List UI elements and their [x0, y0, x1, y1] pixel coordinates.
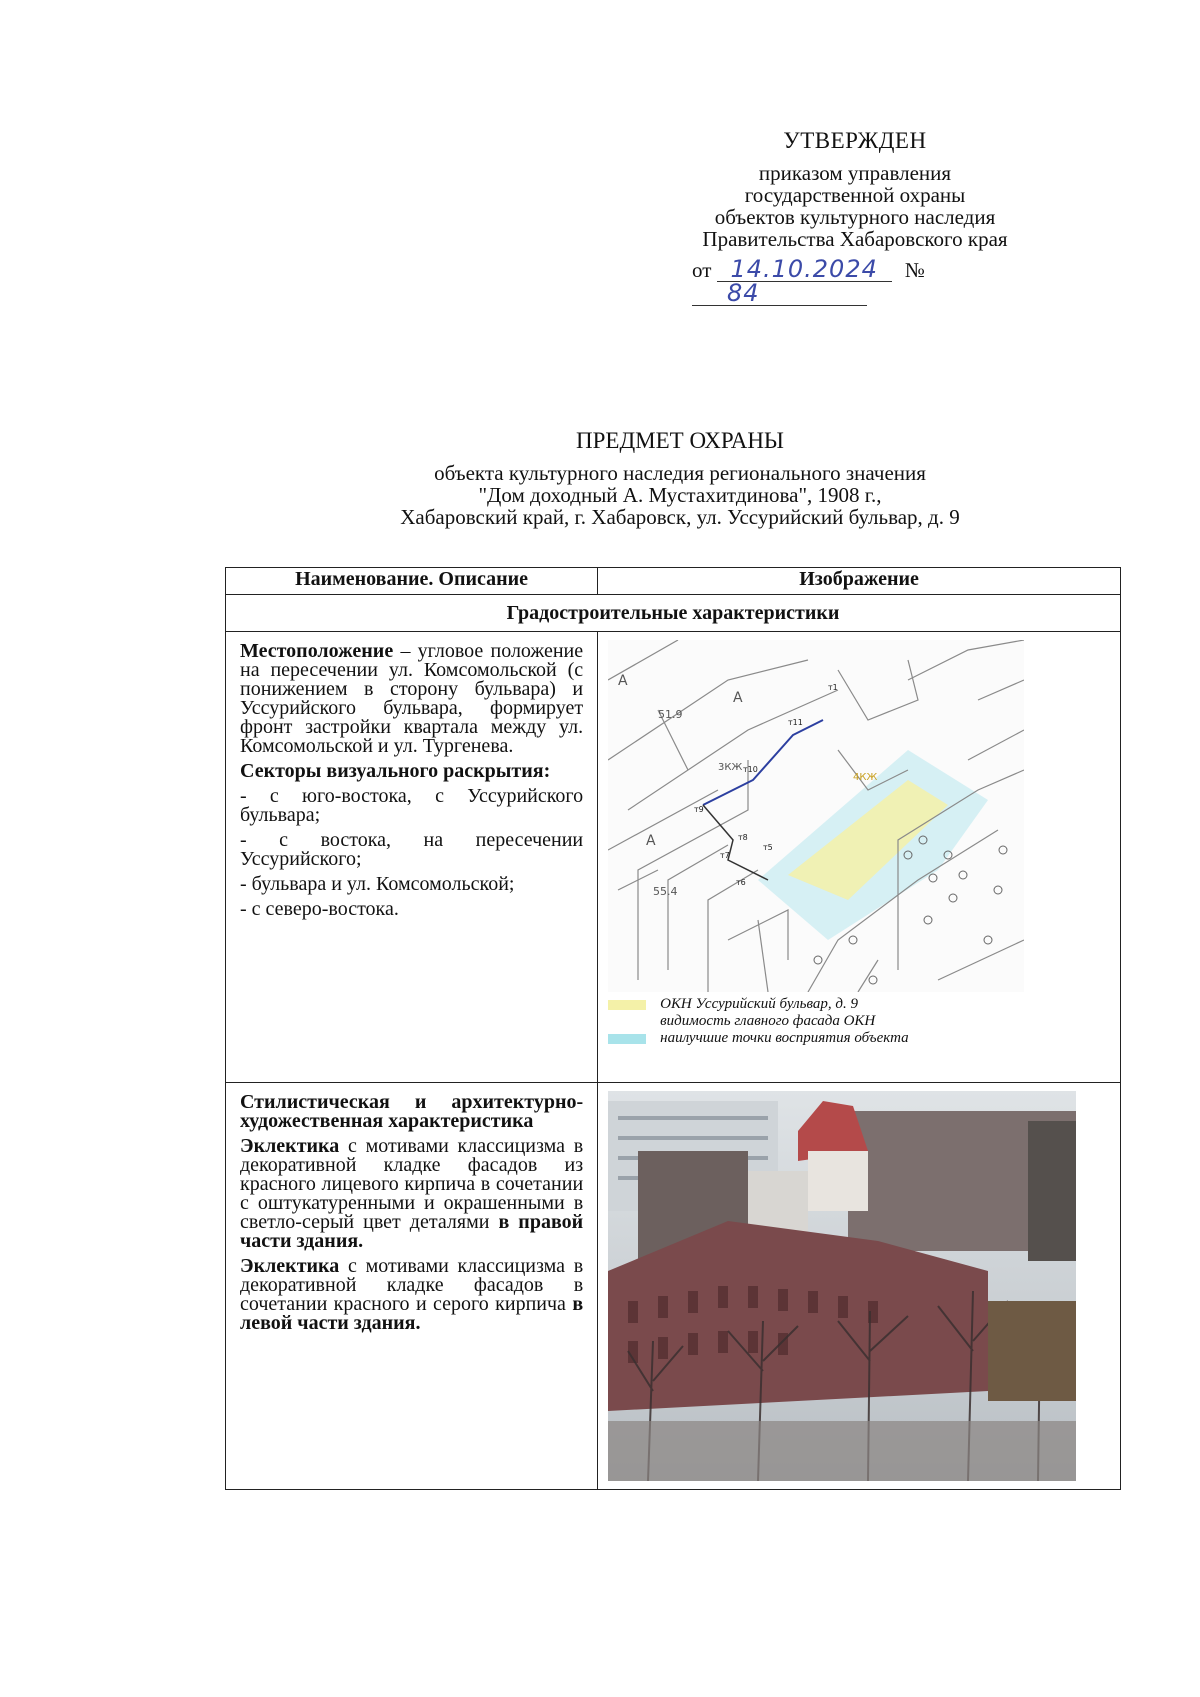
- map-building-label: 3КЖ: [718, 762, 743, 773]
- approval-heading: УТВЕРЖДЕН: [783, 128, 927, 153]
- map-point-label: т7: [720, 851, 730, 860]
- table-row: [226, 632, 1121, 1083]
- style-heading-text: Стилистическая и архитектурно-художественная характеристика: [240, 1091, 584, 1132]
- approval-line: Правительства Хабаровского края: [702, 227, 1008, 251]
- date-prefix: от: [692, 258, 712, 282]
- style-term: Эклектика: [240, 1135, 340, 1157]
- map-point-label: т9: [694, 805, 704, 814]
- building-photo: [608, 1091, 1076, 1481]
- sector-item: - с северо-востока.: [240, 898, 399, 920]
- map-building-label: 4КЖ: [853, 772, 878, 783]
- column-header: Изображение: [598, 568, 1121, 595]
- map-point-label: т10: [743, 765, 758, 774]
- document-title-block: [280, 430, 1080, 528]
- approval-block: [640, 130, 1070, 306]
- situation-map: [608, 640, 1024, 1060]
- location-label: Местоположение: [240, 640, 394, 662]
- sectors-label: [240, 762, 583, 781]
- legend-item: [608, 1013, 1024, 1030]
- approval-date-row: [640, 255, 1070, 307]
- style-paragraph: [240, 1137, 583, 1251]
- table-header-row: [226, 568, 1121, 595]
- table-row: [226, 1083, 1121, 1490]
- map-zone-label: А: [646, 833, 656, 849]
- approval-line: объектов культурного наследия: [714, 205, 996, 229]
- map-point-label: т11: [788, 718, 803, 727]
- number-prefix: №: [904, 258, 925, 282]
- location-description-cell: [226, 632, 598, 1083]
- map-height-label: 51.9: [658, 708, 683, 721]
- style-text: с мотивами классицизма в декоративной кладке фасадов из красного лицевого кирпича в сочетании с оштукатуренными и окрашенными в светло-серый цвет деталями: [240, 1135, 584, 1233]
- title-line: "Дом доходный А. Мустахитдинова", 1908 г.,: [478, 483, 882, 507]
- map-zone-label: А: [618, 673, 628, 689]
- legend-swatch: [608, 1034, 646, 1044]
- style-paragraph: [240, 1257, 583, 1333]
- map-height-label: 55.4: [653, 885, 678, 898]
- number-field: [692, 279, 867, 307]
- sector-item: - с юго-востока, с Уссурийского бульвара;: [240, 785, 584, 826]
- map-point-label: т1: [828, 683, 838, 692]
- style-emphasis: в правой части здания.: [240, 1211, 584, 1252]
- section-heading: Градостроительные характеристики: [226, 595, 1121, 632]
- handwritten-number: 84: [727, 279, 760, 307]
- legend-text: ОКН Уссурийский бульвар, д. 9: [660, 996, 858, 1012]
- document-title: ПРЕДМЕТ ОХРАНЫ: [576, 428, 784, 453]
- sectors-label-text: Секторы визуального раскрытия:: [240, 760, 551, 782]
- legend-item: [608, 996, 1024, 1013]
- map-zone-label: А: [733, 690, 743, 706]
- cadastral-map-image: [608, 640, 1024, 992]
- style-term: Эклектика: [240, 1255, 340, 1277]
- style-description-cell: [226, 1083, 598, 1490]
- approval-line: приказом управления: [758, 161, 952, 185]
- sector-item: - бульвара и ул. Комсомольской;: [240, 873, 515, 895]
- style-emphasis: в левой части здания.: [240, 1293, 584, 1334]
- map-point-label: т6: [736, 878, 746, 887]
- title-line: Хабаровский край, г. Хабаровск, ул. Уссурийский бульвар, д. 9: [400, 505, 960, 529]
- title-line: объекта культурного наследия регионального значения: [434, 461, 926, 485]
- legend-text: наилучшие точки восприятия объекта: [660, 1030, 909, 1046]
- location-text: – угловое положение на пересечении ул. Комсомольской (с понижением в сторону бульвара) и Уссурийского бульвара, формирует фронт застройки квартала между ул. Комсомольской и ул. Тургенева.: [240, 640, 584, 757]
- legend-swatch: [608, 1000, 646, 1010]
- protection-subject-table: [225, 567, 1121, 1490]
- approval-line: государственной охраны: [744, 183, 966, 207]
- legend-text: видимость главного фасада ОКН: [660, 1013, 876, 1029]
- map-cell: [598, 632, 1121, 1083]
- style-text: с мотивами классицизма в декоративной кладке фасадов в сочетании красного и серого кирпича: [240, 1255, 584, 1315]
- column-header: Наименование. Описание: [226, 568, 598, 595]
- map-point-label: т5: [763, 843, 773, 852]
- location-paragraph: [240, 642, 583, 756]
- photo-cell: [598, 1083, 1121, 1490]
- map-legend: [608, 996, 1024, 1047]
- map-point-label: т8: [738, 833, 748, 842]
- section-row: [226, 595, 1121, 632]
- handwritten-date: 14.10.2024: [730, 255, 878, 283]
- sector-item: - с востока, на пересечении Уссурийского;: [240, 829, 584, 870]
- style-heading: [240, 1093, 583, 1131]
- legend-item: [608, 1030, 1024, 1047]
- legend-swatch: [608, 1017, 646, 1027]
